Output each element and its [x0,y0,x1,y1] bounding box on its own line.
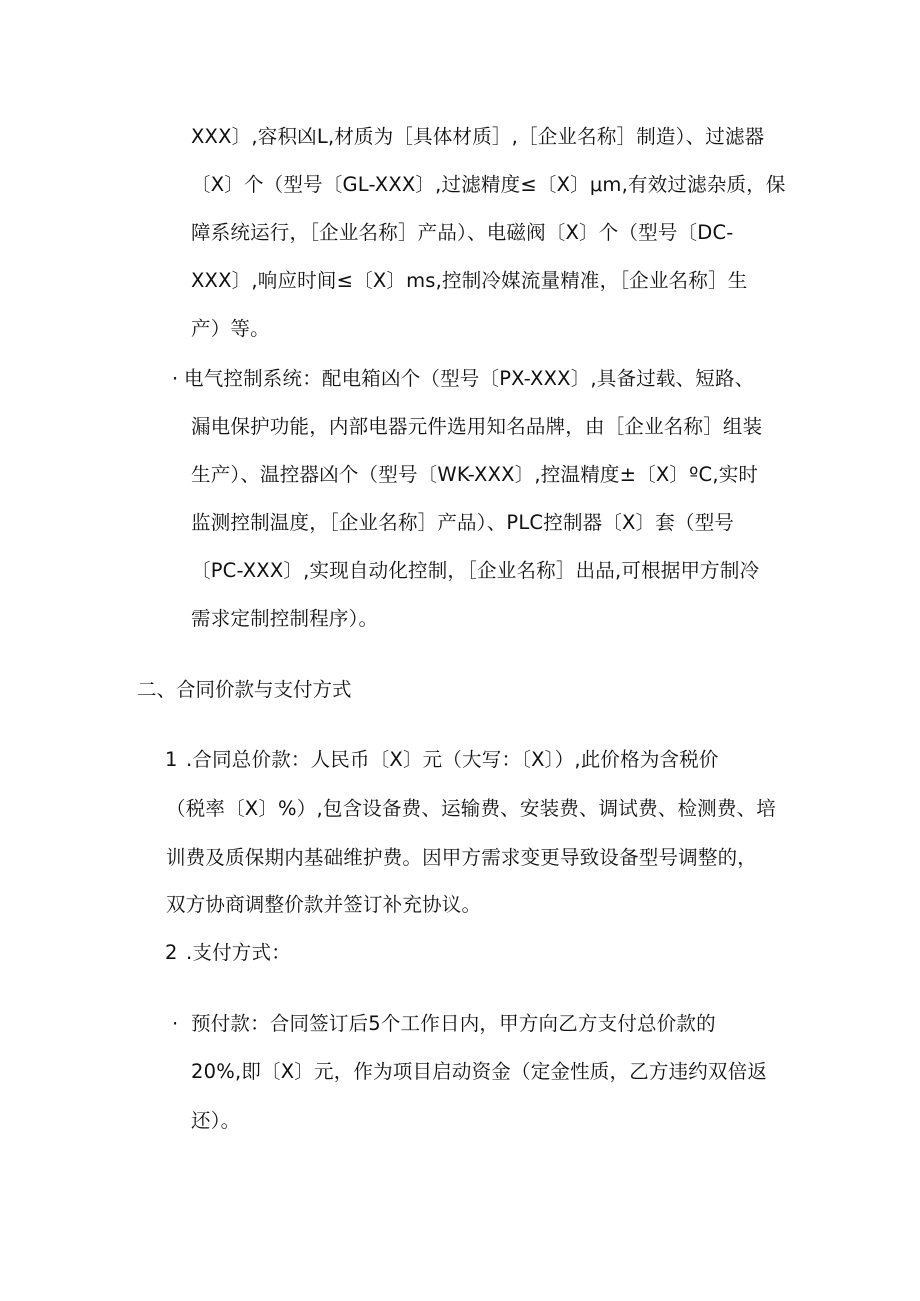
item-line: 训费及质保期内基础维护费。因甲方需求变更导致设备型号调整的， [166,846,758,869]
paragraph-line: 〔X〕个（型号〔GL-XXX〕,过滤精度≤〔X〕μm,有效过滤杂质，保 [191,173,786,196]
item-number: 2 [165,941,178,964]
bullet-line: 漏电保护功能，内部电器元件选用知名品牌，由［企业名称］组装 [191,415,763,438]
paragraph-line: XXX〕,容积凶L,材质为［具体材质］,［企业名称］制造）、过滤器 [191,125,765,148]
section-heading: 二、合同价款与支付方式 [137,678,352,701]
paragraph-line: 障系统运行，［企业名称］产品）、电磁阀〔X〕个（型号〔DC- [191,221,734,244]
bullet-marker: · [172,367,179,390]
bullet-line: 20%,即〔X〕元，作为项目启动资金（定金性质，乙方违约双倍返 [191,1060,768,1083]
bullet-line: 生产）、温控器凶个（型号〔WK-XXX〕,控温精度±〔X〕ºC,实时 [191,463,759,486]
item-line: .支付方式： [186,941,291,964]
bullet-line: 监测控制温度，［企业名称］产品）、PLC控制器〔X〕套（型号 [191,511,735,534]
paragraph-line: XXX〕,响应时间≤〔X〕ms,控制冷媒流量精准，［企业名称］生 [191,269,748,292]
item-line: （税率〔X〕%）,包含设备费、运输费、安装费、调试费、检测费、培 [166,797,776,820]
bullet-line: 电气控制系统：配电箱凶个（型号〔PX-XXX〕,具备过载、短路、 [184,367,755,390]
item-line: .合同总价款：人民币〔X〕元（大写：〔X〕）,此价格为含税价 [186,748,719,771]
bullet-line: 预付款：合同签订后5个工作日内，甲方向乙方支付总价款的 [191,1012,716,1035]
bullet-line: 还）。 [191,1109,241,1132]
bullet-line: 〔PC-XXX〕,实现自动化控制，［企业名称］出品,可根据甲方制冷 [191,559,760,582]
bullet-marker: · [172,1012,179,1035]
paragraph-line: 产）等。 [191,317,270,340]
bullet-line: 需求定制控制程序）。 [191,607,379,630]
item-line: 双方协商调整价款并签订补充协议。 [166,893,482,916]
item-number: 1 [165,748,178,771]
